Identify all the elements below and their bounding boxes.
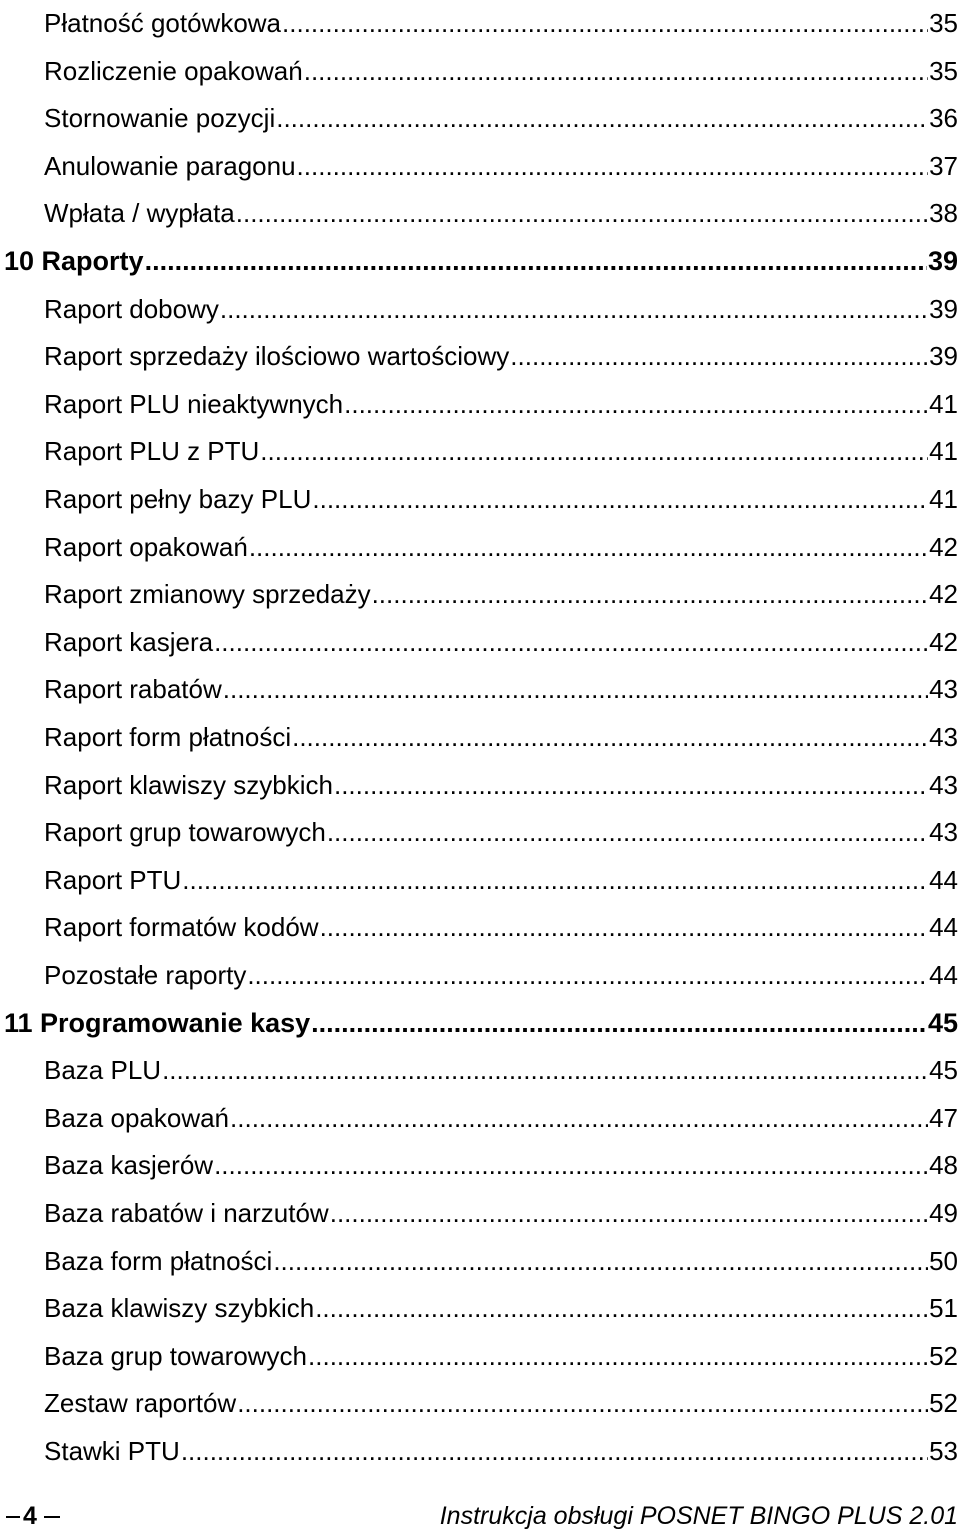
toc-chapter-entry[interactable] <box>0 998 958 1038</box>
toc-entry-label: Pozostałe raporty <box>44 960 247 990</box>
toc-entry-label: Wpłata / wypłata <box>44 198 235 229</box>
toc-leader-dots <box>214 1150 928 1180</box>
toc-entry-label: Baza form płatności <box>44 1245 273 1276</box>
toc-entry[interactable] <box>0 0 958 38</box>
toc-entry-page: 43 <box>929 674 958 705</box>
toc-leader-dots <box>162 1055 928 1085</box>
toc-entry-label: Raport opakowań <box>44 531 248 562</box>
toc-leader-dots <box>220 294 928 324</box>
toc-leader-dots <box>308 1341 928 1371</box>
toc-entry-label: Baza PLU <box>44 1055 162 1086</box>
toc-entry-page: 37 <box>929 150 958 181</box>
toc-entry-page: 41 <box>929 388 958 419</box>
toc-leader-dots <box>223 674 928 704</box>
toc-entry-page: 41 <box>929 484 958 514</box>
toc-entry-page: 44 <box>929 912 958 943</box>
toc-leader-dots <box>330 1198 928 1228</box>
toc-leader-dots <box>276 103 928 133</box>
toc-leader-dots <box>230 1103 928 1133</box>
toc-entry[interactable] <box>0 807 958 847</box>
toc-entry[interactable] <box>0 284 958 324</box>
toc-leader-dots <box>311 1008 927 1038</box>
toc-entry-page: 43 <box>929 769 958 800</box>
toc-leader-dots <box>282 8 928 38</box>
toc-entry[interactable] <box>0 1426 958 1466</box>
toc-entry[interactable] <box>0 664 958 704</box>
toc-entry[interactable] <box>0 760 958 800</box>
toc-entry[interactable] <box>0 379 958 419</box>
toc-entry-label: Raport sprzedaży ilościowo wartościowy <box>44 341 510 372</box>
footer-rule-right <box>44 1516 60 1518</box>
toc-entry-page: 42 <box>929 531 958 562</box>
toc-entry-page: 42 <box>929 626 958 657</box>
toc-entry-label: Baza opakowań <box>44 1102 230 1133</box>
toc-entry[interactable] <box>0 1331 958 1371</box>
toc-entry[interactable] <box>0 569 958 609</box>
toc-entry-page: 44 <box>929 960 958 990</box>
toc-leader-dots <box>312 484 928 514</box>
page-footer <box>0 1496 958 1536</box>
toc-entry[interactable] <box>0 1045 958 1085</box>
toc-entry-page: 39 <box>927 246 958 276</box>
toc-entry-label: Płatność gotówkowa <box>44 8 282 38</box>
toc-entry-label: Raport rabatów <box>44 674 222 705</box>
toc-entry-label: Baza kasjerów <box>44 1150 214 1181</box>
toc-entry-label: 11 Programowanie kasy <box>4 1007 311 1038</box>
toc-entry[interactable] <box>0 950 958 990</box>
toc-entry-page: 42 <box>929 579 958 610</box>
toc-entry-page: 51 <box>929 1293 958 1324</box>
toc-leader-dots <box>145 246 927 276</box>
toc-entry-label: Zestaw raportów <box>44 1388 237 1419</box>
toc-leader-dots <box>372 579 929 609</box>
toc-entry-page: 39 <box>929 293 958 324</box>
toc-entry[interactable] <box>0 902 958 942</box>
toc-entry[interactable] <box>0 426 958 466</box>
toc-entry-label: Baza grup towarowych <box>44 1340 308 1371</box>
toc-entry-page: 39 <box>929 341 958 372</box>
toc-entry-page: 41 <box>929 436 958 467</box>
toc-leader-dots <box>315 1293 928 1323</box>
toc-entry-label: Raport zmianowy sprzedaży <box>44 579 371 610</box>
toc-entry[interactable] <box>0 46 958 86</box>
toc-entry-label: Raport formatów kodów <box>44 912 319 943</box>
toc-entry-page: 36 <box>929 103 958 134</box>
toc-leader-dots <box>237 1388 928 1418</box>
toc-leader-dots <box>334 770 928 800</box>
toc-entry[interactable] <box>0 1140 958 1180</box>
toc-entry-page: 35 <box>929 55 958 86</box>
toc-entry-label: Raport PLU z PTU <box>44 436 260 467</box>
toc-leader-dots <box>297 151 929 181</box>
toc-entry-label: Rozliczenie opakowań <box>44 55 303 86</box>
toc-entry-page: 45 <box>929 1055 958 1086</box>
toc-entry-page: 38 <box>929 198 958 229</box>
toc-entry[interactable] <box>0 188 958 228</box>
toc-entry[interactable] <box>0 522 958 562</box>
toc-entry-page: 35 <box>929 8 958 38</box>
toc-leader-dots <box>236 198 928 228</box>
toc-entry[interactable] <box>0 1283 958 1323</box>
toc-leader-dots <box>510 341 928 371</box>
toc-entry-label: Raport klawiszy szybkich <box>44 769 333 800</box>
toc-entry-page: 44 <box>929 864 958 895</box>
footer-document-title: Instrukcja obsługi POSNET BINGO PLUS 2.01 <box>439 1502 958 1530</box>
toc-entry-label: Raport grup towarowych <box>44 817 326 848</box>
toc-leader-dots <box>327 817 928 847</box>
toc-entry-label: Baza rabatów i narzutów <box>44 1198 329 1228</box>
toc-entry-label: Raport pełny bazy PLU <box>44 484 312 514</box>
toc-entry-label: Raport PTU <box>44 864 182 895</box>
toc-leader-dots <box>273 1246 928 1276</box>
toc-entry-label: Raport kasjera <box>44 626 214 657</box>
toc-entry[interactable] <box>0 1378 958 1418</box>
toc-leader-dots <box>249 532 928 562</box>
footer-page-number: 4 <box>23 1502 37 1530</box>
toc-entry-page: 43 <box>929 817 958 848</box>
toc-entry[interactable] <box>0 1236 958 1276</box>
toc-entry-label: Anulowanie paragonu <box>44 150 296 181</box>
toc-entry[interactable] <box>0 1188 958 1228</box>
toc-entry[interactable] <box>0 141 958 181</box>
toc-leader-dots <box>344 389 928 419</box>
toc-entry-page: 50 <box>929 1245 958 1276</box>
toc-leader-dots <box>260 436 928 466</box>
toc-entry-page: 47 <box>929 1102 958 1133</box>
toc-entry-label: 10 Raporty <box>4 246 144 276</box>
toc-entry-page: 45 <box>927 1007 958 1038</box>
toc-entry-page: 43 <box>929 722 958 752</box>
toc-entry-label: Raport form płatności <box>44 722 292 752</box>
toc-leader-dots <box>292 722 928 752</box>
toc-entry-page: 53 <box>929 1436 958 1466</box>
toc-entry-label: Raport dobowy <box>44 293 219 324</box>
toc-entry-label: Stornowanie pozycji <box>44 103 276 134</box>
toc-entry[interactable] <box>0 712 958 752</box>
toc-leader-dots <box>214 627 928 657</box>
toc-leader-dots <box>181 1436 928 1466</box>
toc-entry-page: 52 <box>929 1388 958 1419</box>
toc-entry-label: Baza klawiszy szybkich <box>44 1293 315 1324</box>
toc-leader-dots <box>182 865 928 895</box>
toc-entry-label: Raport PLU nieaktywnych <box>44 388 344 419</box>
toc-leader-dots <box>304 56 928 86</box>
toc-entry[interactable] <box>0 331 958 371</box>
toc-chapter-entry[interactable] <box>0 236 958 276</box>
toc-entry-page: 52 <box>929 1340 958 1371</box>
toc-entry[interactable] <box>0 474 958 514</box>
toc-entry[interactable] <box>0 93 958 133</box>
toc-entry-page: 49 <box>929 1198 958 1228</box>
toc-entry[interactable] <box>0 855 958 895</box>
toc-entry-label: Stawki PTU <box>44 1436 180 1466</box>
toc-leader-dots <box>320 912 929 942</box>
toc-leader-dots <box>247 960 928 990</box>
toc-entry[interactable] <box>0 617 958 657</box>
toc-entry[interactable] <box>0 1093 958 1133</box>
footer-rule-left <box>6 1516 20 1518</box>
toc-entry-page: 48 <box>929 1150 958 1181</box>
